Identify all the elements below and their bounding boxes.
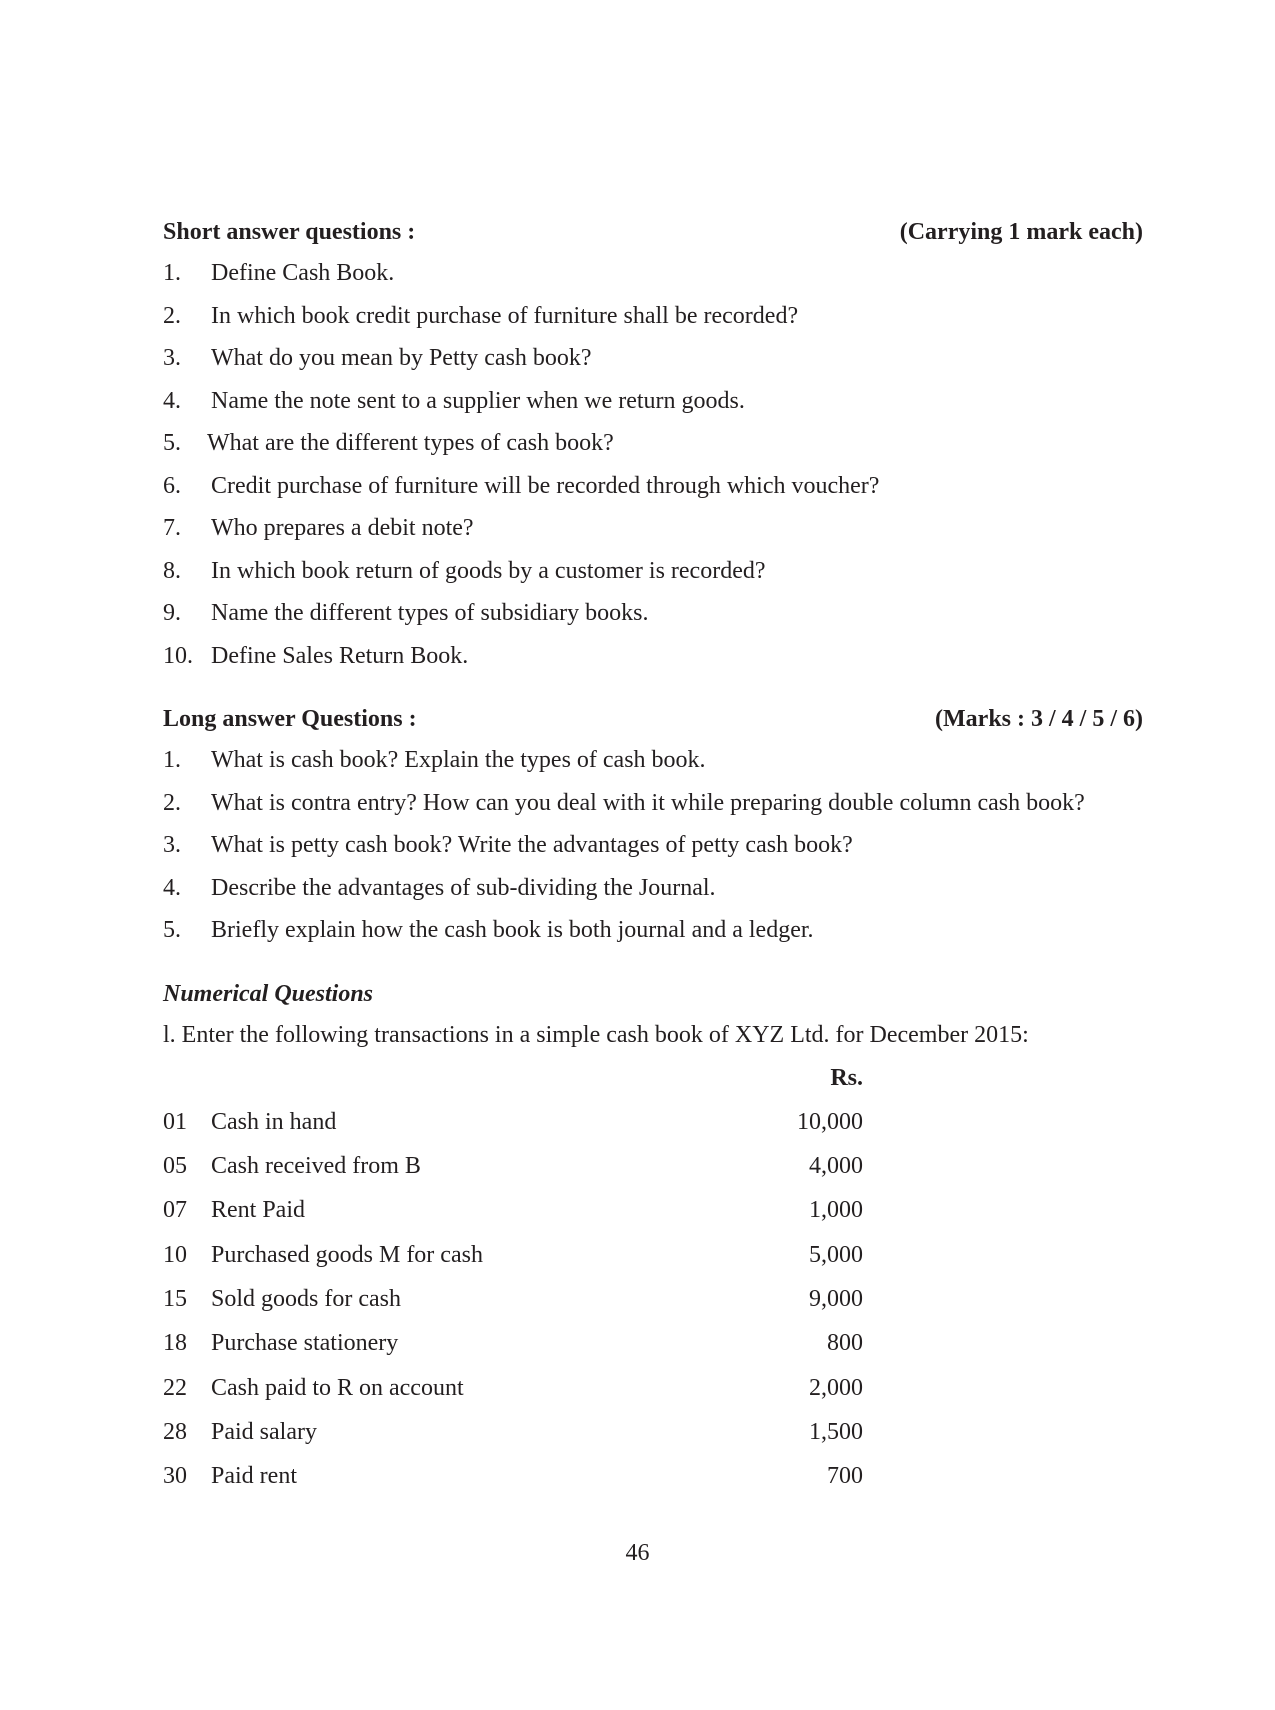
transaction-day: 05 (163, 1153, 187, 1180)
question-text: Define Cash Book. (211, 260, 395, 286)
question-text: What are the different types of cash book? (207, 430, 614, 456)
table-row (163, 1366, 863, 1410)
question-text: In which book credit purchase of furniture shall be recorded? (211, 302, 799, 329)
question-text: Describe the advantages of sub-dividing the Journal. (211, 874, 716, 901)
list-item (163, 824, 1143, 867)
long-answer-title: Long answer Questions : (163, 706, 417, 732)
transaction-description: Sold goods for cash (211, 1285, 401, 1312)
transaction-day: 22 (163, 1374, 187, 1401)
long-answer-list (163, 739, 1143, 952)
list-item (163, 465, 1143, 508)
list-item (163, 635, 1143, 678)
transaction-day: 10 (163, 1241, 187, 1268)
list-item (163, 782, 1143, 825)
transaction-amount: 800 (827, 1330, 863, 1357)
question-text: What is petty cash book? Write the advantages of petty cash book? (211, 832, 853, 858)
list-item (163, 337, 1143, 380)
table-row (163, 1100, 863, 1144)
short-answer-list (163, 252, 1143, 677)
question-number: 7. (163, 515, 181, 541)
question-number: 4. (163, 874, 181, 901)
list-item (163, 295, 1143, 338)
short-answer-title: Short answer questions : (163, 219, 416, 245)
problem-statement: l. Enter the following transactions in a simple cash book of XYZ Ltd. for December 2015: (163, 1021, 1029, 1048)
short-answer-marks: (Carrying 1 mark each) (899, 219, 1143, 245)
transaction-description: Purchase stationery (211, 1330, 399, 1357)
list-item (163, 867, 1143, 910)
table-row (163, 1410, 863, 1454)
transaction-day: 18 (163, 1330, 187, 1357)
question-text: What is contra entry? How can you deal with it while preparing double column cash book? (211, 789, 1085, 816)
table-row (163, 1454, 863, 1498)
transaction-amount: 2,000 (809, 1374, 863, 1401)
question-number: 5. (163, 430, 181, 456)
question-number: 9. (163, 600, 181, 626)
question-text: Credit purchase of furniture will be recorded through which voucher? (211, 472, 880, 499)
transaction-description: Paid rent (211, 1463, 297, 1490)
list-item (163, 252, 1143, 295)
question-number: 2. (163, 789, 181, 816)
short-answer-header (163, 212, 1143, 252)
transaction-description: Cash paid to R on account (211, 1374, 464, 1401)
question-number: 8. (163, 557, 181, 584)
question-text: Who prepares a debit note? (211, 515, 474, 541)
list-item (163, 909, 1143, 952)
table-row (163, 1321, 863, 1365)
transaction-amount: 1,000 (809, 1197, 863, 1224)
transaction-description: Cash received from B (211, 1153, 421, 1180)
transaction-description: Purchased goods M for cash (211, 1241, 483, 1268)
question-number: 3. (163, 832, 181, 858)
numerical-questions-title: Numerical Questions (163, 980, 374, 1007)
table-header-row (163, 1056, 863, 1100)
list-item (163, 422, 1143, 465)
table-row (163, 1277, 863, 1321)
page-content (163, 212, 1143, 1498)
transaction-amount: 1,500 (809, 1418, 863, 1445)
question-number: 3. (163, 345, 181, 371)
transactions-table (163, 1056, 863, 1499)
long-answer-header (163, 699, 1143, 739)
transaction-amount: 4,000 (809, 1153, 863, 1180)
transaction-description: Rent Paid (211, 1197, 305, 1224)
transaction-day: 30 (163, 1463, 187, 1490)
question-text: Name the different types of subsidiary books. (211, 600, 649, 626)
question-text: What is cash book? Explain the types of cash book. (211, 747, 706, 773)
table-row (163, 1233, 863, 1277)
transaction-day: 01 (163, 1108, 187, 1135)
question-text: Define Sales Return Book. (211, 642, 469, 669)
transaction-day: 28 (163, 1418, 187, 1445)
question-number: 1. (163, 260, 181, 286)
question-text: Name the note sent to a supplier when we return goods. (211, 387, 745, 414)
table-row (163, 1144, 863, 1188)
list-item (163, 550, 1143, 593)
list-item (163, 739, 1143, 782)
transaction-amount: 5,000 (809, 1241, 863, 1268)
question-number: 1. (163, 747, 181, 773)
question-number: 6. (163, 472, 181, 499)
transaction-description: Cash in hand (211, 1108, 337, 1135)
page-number: 46 (625, 1540, 650, 1566)
long-answer-marks: (Marks : 3 / 4 / 5 / 6) (935, 706, 1143, 732)
list-item (163, 592, 1143, 635)
question-text: What do you mean by Petty cash book? (211, 345, 592, 371)
question-number: 2. (163, 302, 181, 329)
transaction-day: 07 (163, 1197, 187, 1224)
table-row (163, 1188, 863, 1232)
transaction-day: 15 (163, 1285, 187, 1312)
transaction-amount: 10,000 (797, 1108, 863, 1135)
amount-column-header: Rs. (830, 1064, 863, 1091)
transaction-amount: 9,000 (809, 1285, 863, 1312)
transaction-amount: 700 (827, 1463, 863, 1490)
question-text: In which book return of goods by a customer is recorded? (211, 557, 766, 584)
section-spacer (163, 677, 1143, 699)
question-number: 5. (163, 917, 181, 943)
transaction-description: Paid salary (211, 1418, 317, 1445)
list-item (163, 380, 1143, 423)
question-number: 4. (163, 387, 181, 414)
question-number: 10. (163, 642, 193, 669)
question-text: Briefly explain how the cash book is both journal and a ledger. (211, 917, 814, 943)
list-item (163, 507, 1143, 550)
